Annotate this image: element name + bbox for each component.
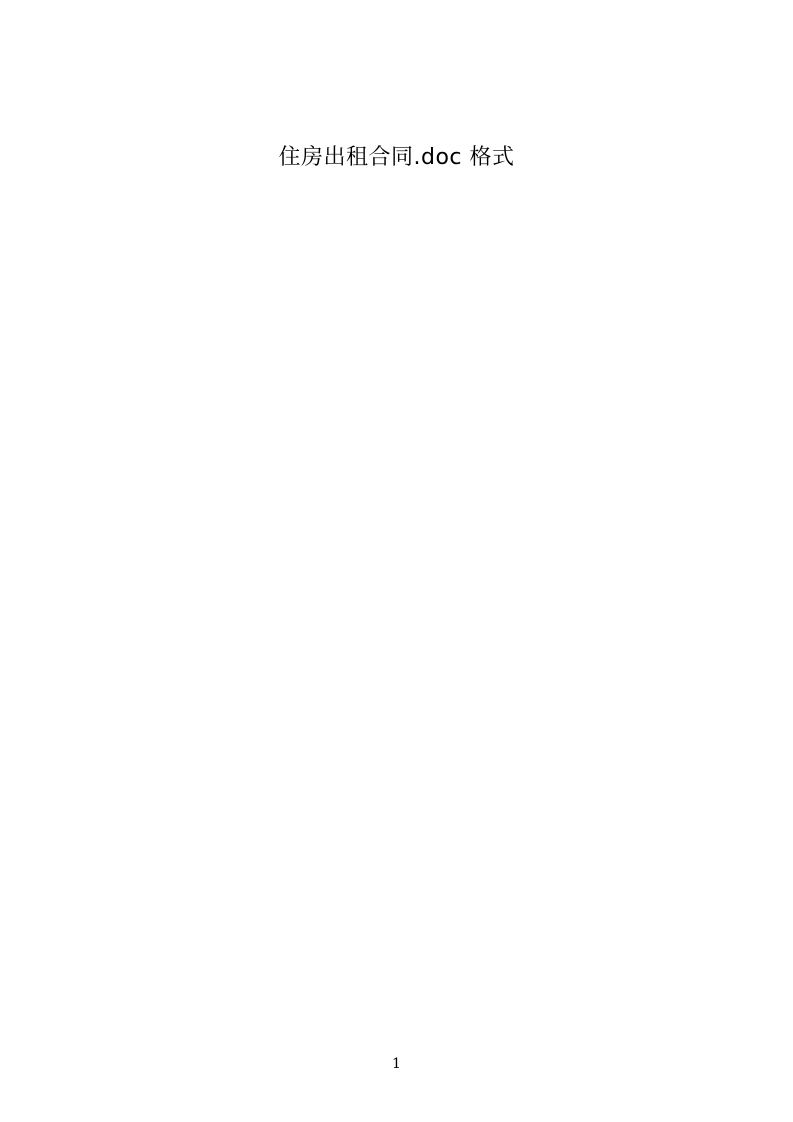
document-title: 住房出租合同.doc 格式 — [278, 145, 515, 170]
page-number: 1 — [392, 1056, 401, 1072]
